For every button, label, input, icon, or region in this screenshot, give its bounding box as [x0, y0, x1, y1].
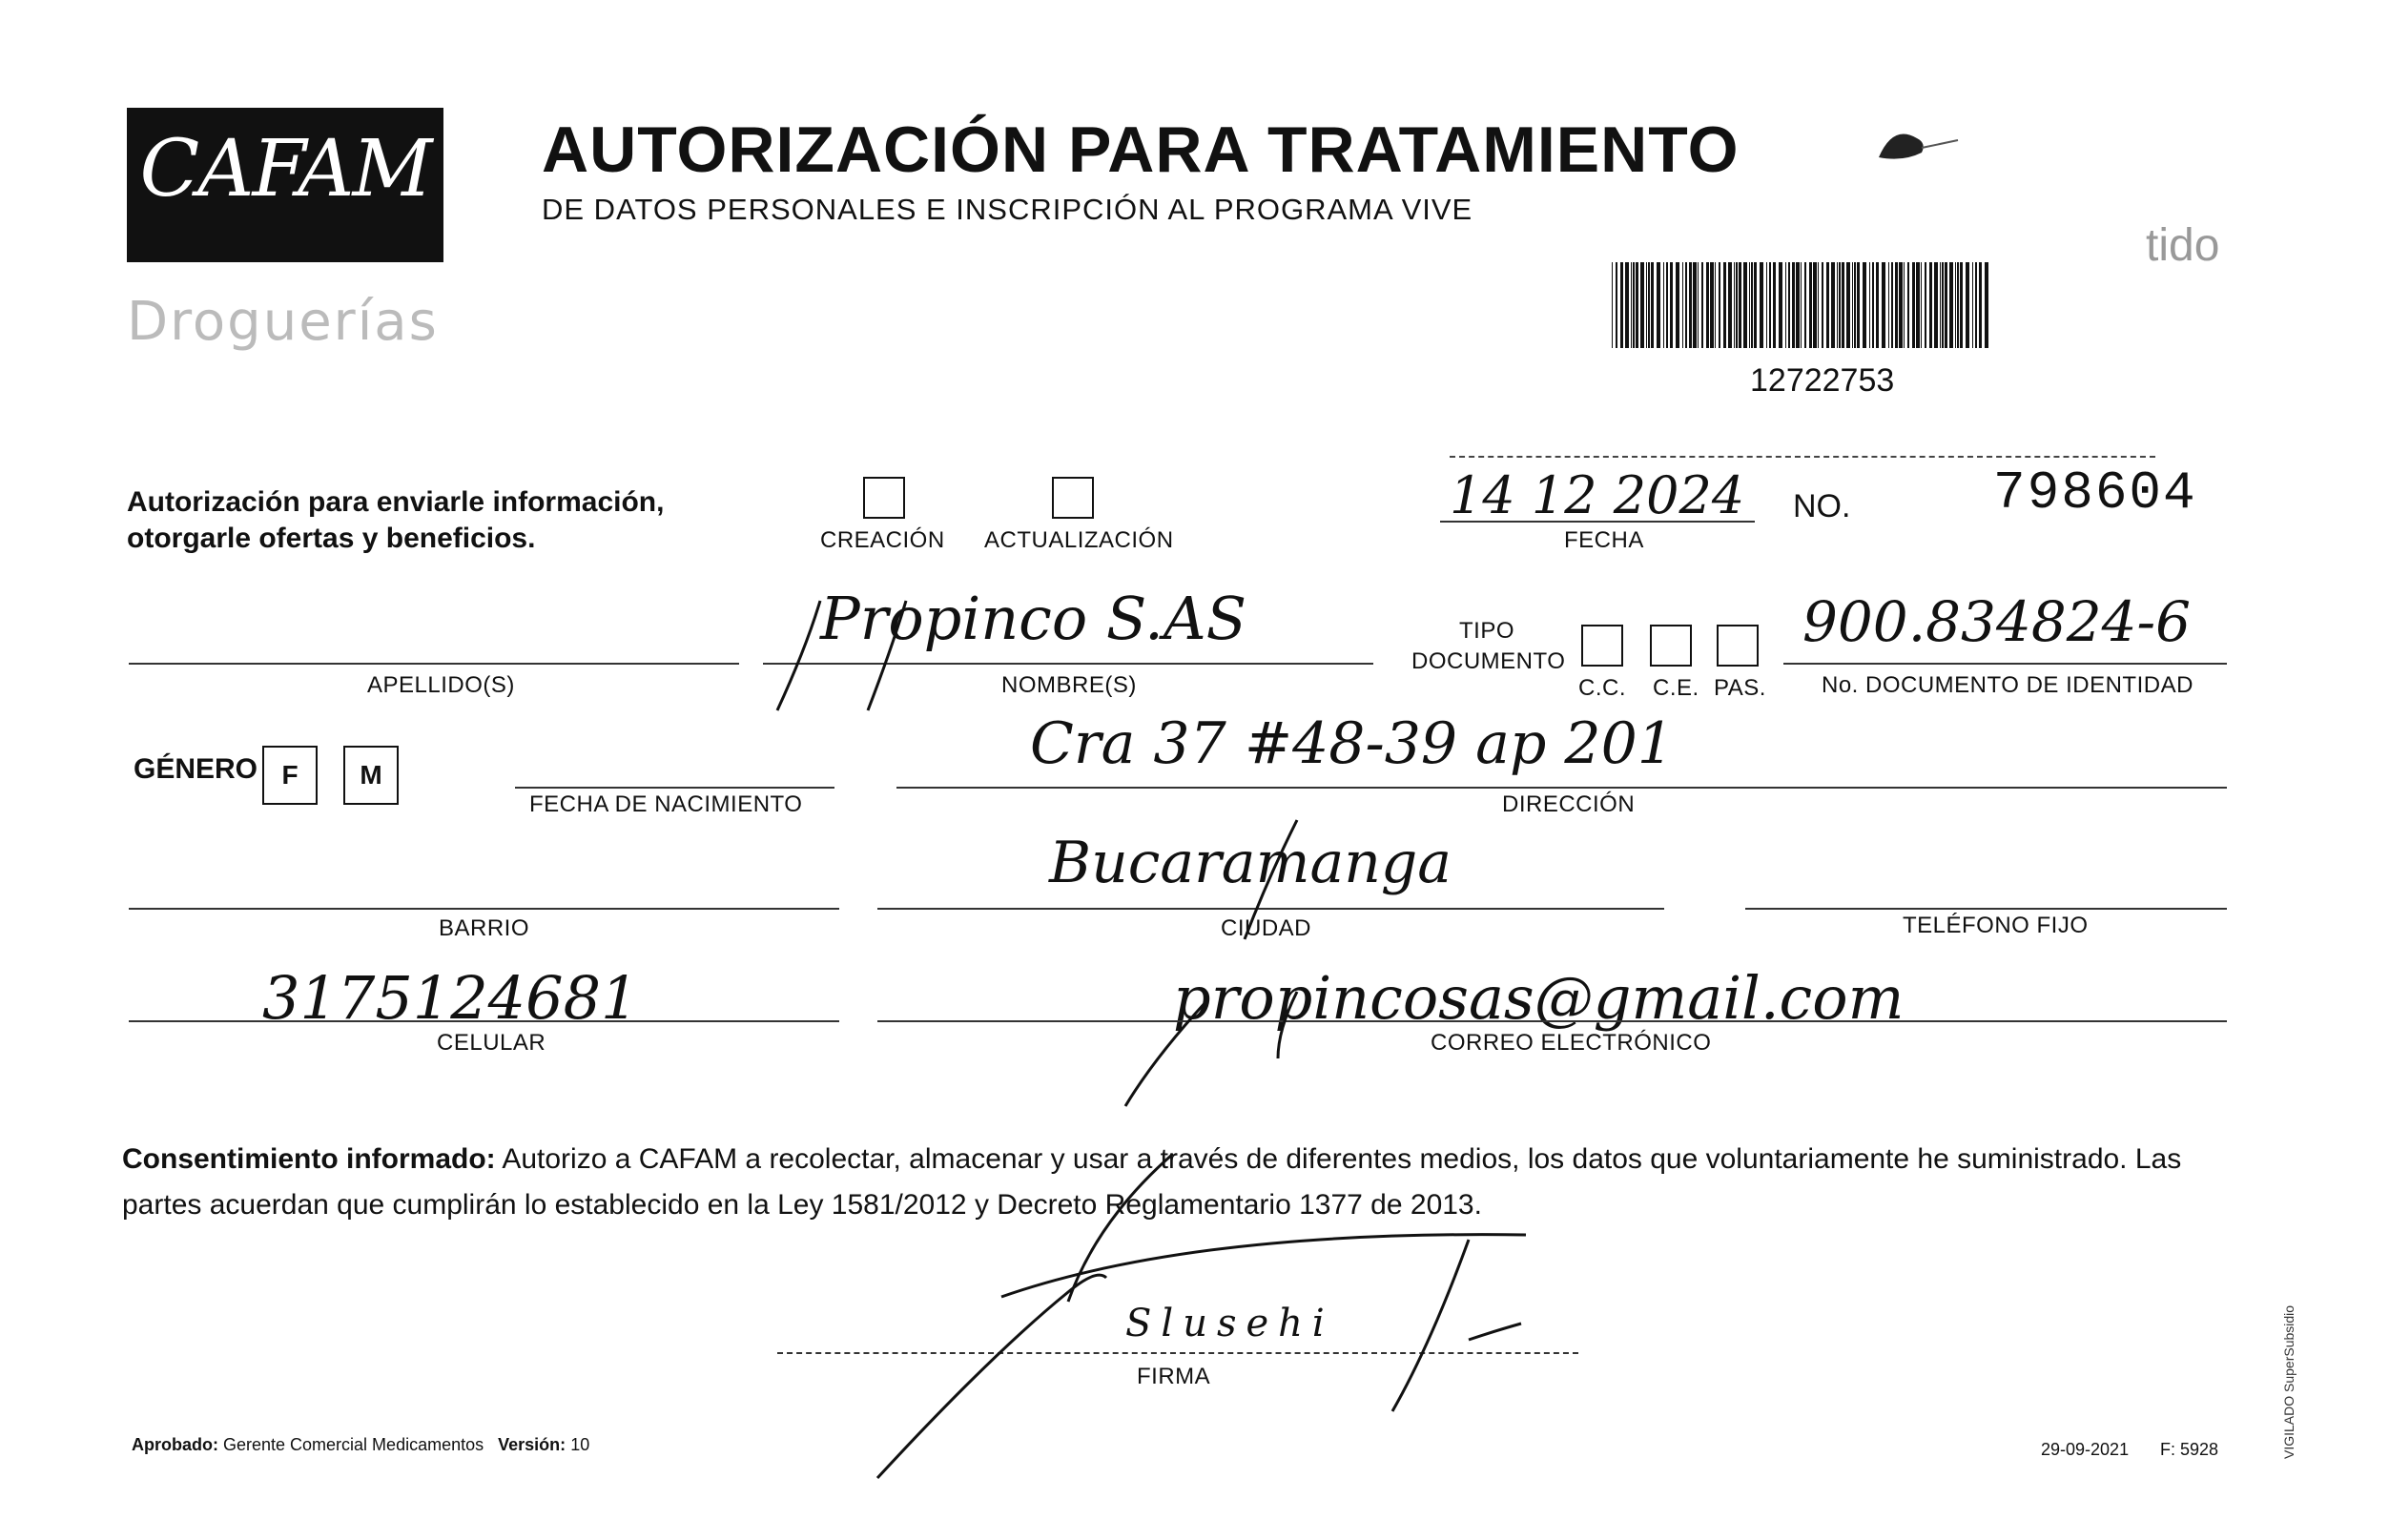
- barcode-number: 12722753: [1750, 362, 1895, 399]
- nombres-value[interactable]: Propinco S.AS: [820, 584, 1247, 653]
- nacimiento-line: [515, 787, 834, 789]
- fecha-line: [1440, 521, 1755, 523]
- pas-label: PAS.: [1714, 675, 1766, 701]
- documento-label: DOCUMENTO: [1411, 648, 1566, 674]
- documento-identidad-label: No. DOCUMENTO DE IDENTIDAD: [1822, 672, 2193, 698]
- form-title: AUTORIZACIÓN PARA TRATAMIENTO: [542, 113, 1740, 186]
- direccion-value[interactable]: Cra 37 #48-39 ap 201: [1030, 710, 1674, 777]
- celular-line: [129, 1020, 839, 1022]
- ciudad-value[interactable]: Bucaramanga: [1049, 830, 1452, 896]
- correo-value[interactable]: propincosas@gmail.com: [1173, 963, 1905, 1033]
- aprobado-value: Gerente Comercial Medicamentos: [223, 1435, 484, 1454]
- barrio-line: [129, 908, 839, 910]
- pas-checkbox[interactable]: [1717, 625, 1759, 667]
- creacion-label: CREACIÓN: [820, 527, 945, 553]
- telefono-line: [1745, 908, 2227, 910]
- fecha-value: 14 12 2024: [1450, 465, 1745, 525]
- no-label: NO.: [1793, 488, 1851, 524]
- cafam-logo-text: CAFAM: [139, 124, 431, 215]
- ce-label: C.E.: [1653, 675, 1699, 701]
- nacimiento-label: FECHA DE NACIMIENTO: [529, 791, 803, 817]
- genero-f-box[interactable]: F: [262, 746, 318, 805]
- barrio-label: BARRIO: [439, 915, 530, 941]
- actualizacion-label: ACTUALIZACIÓN: [984, 527, 1174, 553]
- celular-value[interactable]: 3175124681: [262, 963, 639, 1033]
- correo-label: CORREO ELECTRÓNICO: [1431, 1030, 1712, 1056]
- documento-line: [1783, 663, 2227, 665]
- nombres-line: [763, 663, 1373, 665]
- cc-checkbox[interactable]: [1581, 625, 1623, 667]
- ciudad-label: CIUDAD: [1221, 915, 1312, 941]
- auth-text-line2: otorgarle ofertas y beneficios.: [127, 523, 536, 554]
- consent-title: Consentimiento informado:: [122, 1143, 496, 1175]
- dashed-line: [1450, 456, 2155, 458]
- documento-value[interactable]: 900.834824-6: [1802, 589, 2192, 654]
- direccion-line: [896, 787, 2227, 789]
- consent-paragraph: [122, 1137, 2239, 1228]
- nombres-label: NOMBRE(S): [1001, 672, 1137, 698]
- apellidos-label: APELLIDO(S): [367, 672, 515, 698]
- signature-scribble: Slusehi: [1125, 1302, 1334, 1345]
- apellidos-line: [129, 663, 739, 665]
- correo-line: [877, 1020, 2227, 1022]
- auth-text-line1: Autorización para enviarle información,: [127, 486, 665, 518]
- footer-form-code: F: 5928: [2160, 1440, 2219, 1459]
- genero-label: GÉNERO: [134, 753, 258, 785]
- vigilado-vertical-text: VIGILADO SuperSubsidio: [2281, 1304, 2296, 1459]
- creacion-checkbox[interactable]: [863, 477, 905, 519]
- eye-stamp-icon: [1874, 119, 1931, 157]
- ce-checkbox[interactable]: [1650, 625, 1692, 667]
- footer-date: 29-09-2021: [2041, 1440, 2130, 1459]
- droguerias-subtitle: Droguerías: [127, 291, 439, 353]
- cc-label: C.C.: [1578, 675, 1626, 701]
- direccion-label: DIRECCIÓN: [1502, 791, 1636, 817]
- telefono-label: TELÉFONO FIJO: [1903, 913, 2089, 938]
- celular-label: CELULAR: [437, 1030, 546, 1056]
- form-subtitle: DE DATOS PERSONALES E INSCRIPCIÓN AL PROGRAMA VIVE: [542, 193, 1473, 226]
- barcode: [1612, 262, 1993, 348]
- version-label: Versión:: [498, 1435, 566, 1454]
- genero-m-box[interactable]: M: [343, 746, 399, 805]
- consent-text: Autorizo a CAFAM a recolectar, almacenar y usar a través de diferentes medios, los datos que voluntariamente he suministrado. Las partes acuerdan que cumplirán lo establecido en la Ley 1581/2012 y Decreto Reglamentario 1377 de 2013.: [122, 1143, 2182, 1221]
- firma-label: FIRMA: [1137, 1364, 1211, 1389]
- firma-line: [777, 1352, 1578, 1354]
- ciudad-line: [877, 908, 1664, 910]
- no-value: 798604: [1993, 462, 2197, 524]
- fecha-label: FECHA: [1564, 527, 1644, 553]
- footer-left: [132, 1435, 589, 1455]
- stamp-text: tido: [2146, 220, 2220, 271]
- tipo-label: TIPO: [1459, 618, 1515, 644]
- aprobado-label: Aprobado:: [132, 1435, 218, 1454]
- version-value: 10: [570, 1435, 590, 1454]
- actualizacion-checkbox[interactable]: [1052, 477, 1094, 519]
